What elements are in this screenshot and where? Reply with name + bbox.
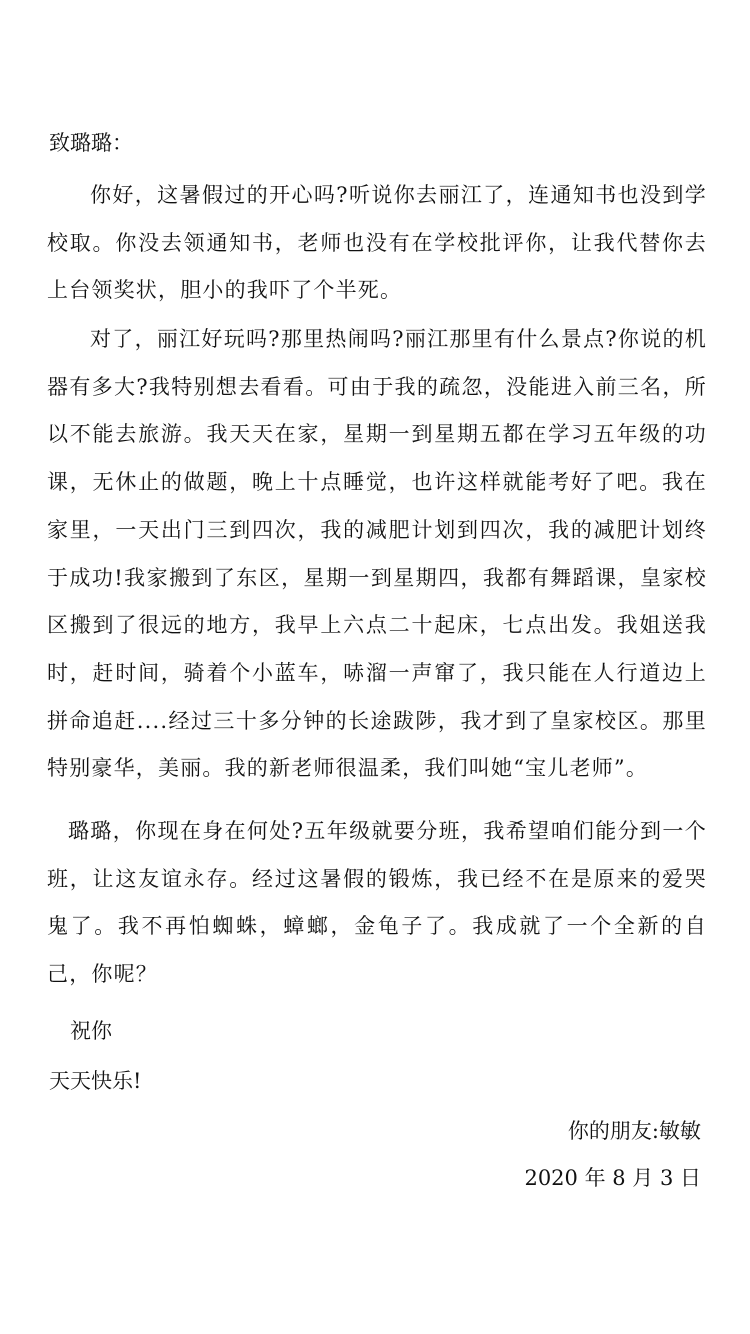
letter-paragraph-3: 璐璐，你现在身在何处?五年级就要分班，我希望咱们能分到一个班，让这友谊永存。经过这暑假的锻炼，我已经不在是原来的爱哭鬼了。我不再怕蜘蛛，蟑螂，金龟子了。我成就了一个全新的自己，你呢？	[47, 819, 707, 987]
letter-paragraph-2: 对了，丽江好玩吗?那里热闹吗?丽江那里有什么景点?你说的机器有多大?我特别想去看看。可由于我的疏忽，没能进入前三名，所以不能去旅游。我天天在家，星期一到星期五都在学习五年级的功课，无休止的做题，晚上十点睡觉，也许这样就能考好了吧。我在家里，一天出门三到四次，我的减肥计划到四次，我的减肥计划终于成功!我家搬到了东区，星期一到星期四，我都有舞蹈课，皇家校区搬到了很远的地方，我早上六点二十起床，七点出发。我姐送我时，赶时间，骑着个小蓝车，哧溜一声窜了，我只能在人行道边上拼命追赶....经过三十多分钟的长途跋陟，我才到了皇家校区。那里特别豪华，美丽。我的新老师很温柔，我们叫她“宝儿老师”。	[47, 327, 707, 781]
letter-closing-wish: 祝你	[70, 1019, 112, 1043]
letter-closing-blessing: 天天快乐!	[49, 1069, 142, 1093]
letter-date: 2020 年 8 月 3 日	[524, 1166, 701, 1190]
letter-paragraph-1: 你好，这暑假过的开心吗?听说你去丽江了，连通知书也没到学校取。你没去领通知书，老师也没有在学校批评你，让我代替你去上台领奖状，胆小的我吓了个半死。	[47, 183, 707, 303]
letter-salutation: 致璐璐：	[49, 131, 133, 155]
letter-signature: 你的朋友:敏敏	[567, 1119, 701, 1143]
